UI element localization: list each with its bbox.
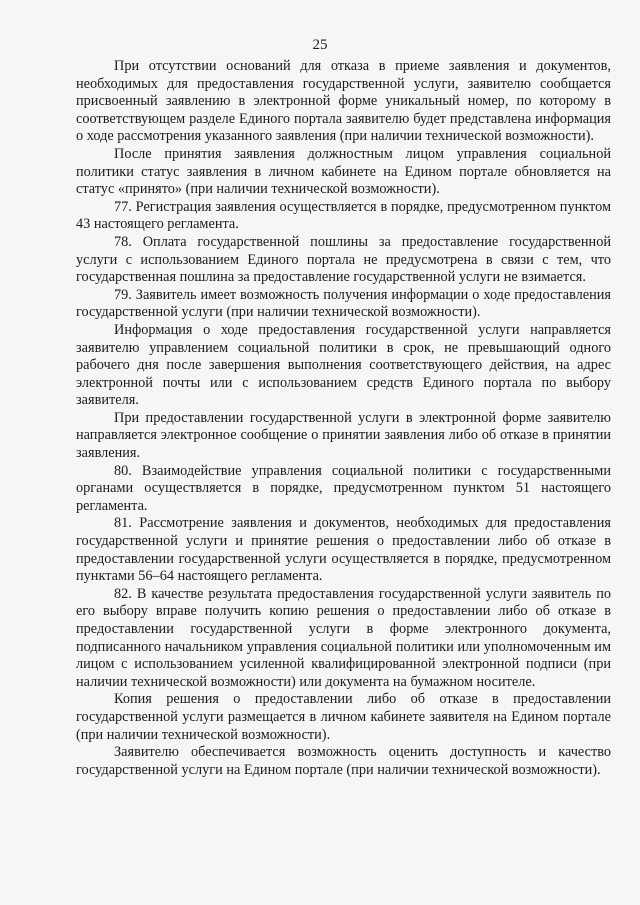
paragraph: После принятия заявления должностным лицом управления социальной политики статус заявления в личном кабинете на Едином портале обновляется на статус «принято» (при наличии технической возможности). [76, 145, 611, 198]
paragraph: 82. В качестве результата предоставления государственной услуги заявитель по его выбору вправе получить копию решения о предоставлении либо об отказе в предоставлении государственной услуги в форме электронного документа, подписанного начальником управления социальной политики или уполномоченным им лицом с использованием усиленной квалифицированной электронной подписи (при наличии технической возможности) или документа на бумажном носителе. [76, 585, 611, 690]
paragraph: 78. Оплата государственной пошлины за предоставление государственной услуги с использованием Единого портала не предусмотрена в связи с тем, что государственная пошлина за предоставление государственной услуги не взимается. [76, 233, 611, 286]
paragraph: Заявителю обеспечивается возможность оценить доступность и качество государственной услуги на Едином портале (при наличии технической возможности). [76, 744, 611, 778]
paragraph: Копия решения о предоставлении либо об отказе в предоставлении государственной услуги размещается в личном кабинете заявителя на Едином портале (при наличии технической возможности). [76, 691, 611, 743]
paragraph: Информация о ходе предоставления государственной услуги направляется заявителю управлением социальной политики в срок, не превышающий одного рабочего дня после завершения выполнения соответствующего действия, на адрес электронной почты или с использованием средств Единого портала по выбору заявителя. [76, 321, 611, 409]
paragraph: 81. Рассмотрение заявления и документов, необходимых для предоставления государственной услуги и принятие решения о предоставлении либо об отказе в предоставлении государственной услуги осуществляется в порядке, предусмотренном пунктами 56–64 настоящего регламента. [76, 515, 611, 585]
paragraph: 77. Регистрация заявления осуществляется в порядке, предусмотренном пунктом 43 настоящего регламента. [76, 198, 611, 233]
paragraph: 79. Заявитель имеет возможность получения информации о ходе предоставления государственной услуги (при наличии технической возможности). [76, 286, 611, 321]
paragraph: 80. Взаимодействие управления социальной политики с государственными органами осуществляется в порядке, предусмотренном пунктом 51 настоящего регламента. [76, 462, 611, 514]
page-number: 25 [312, 37, 328, 53]
document-body [76, 58, 611, 779]
paragraph: При предоставлении государственной услуги в электронной форме заявителю направляется электронное сообщение о принятии заявления либо об отказе в принятии заявления. [76, 409, 611, 462]
paragraph: При отсутствии оснований для отказа в приеме заявления и документов, необходимых для предоставления государственной услуги, заявителю сообщается присвоенный заявлению в электронной форме уникальный номер, по которому в соответствующем разделе Единого портала заявителю будет представлена информация о ходе рассмотрения указанного заявления (при наличии технической возможности). [76, 58, 611, 145]
